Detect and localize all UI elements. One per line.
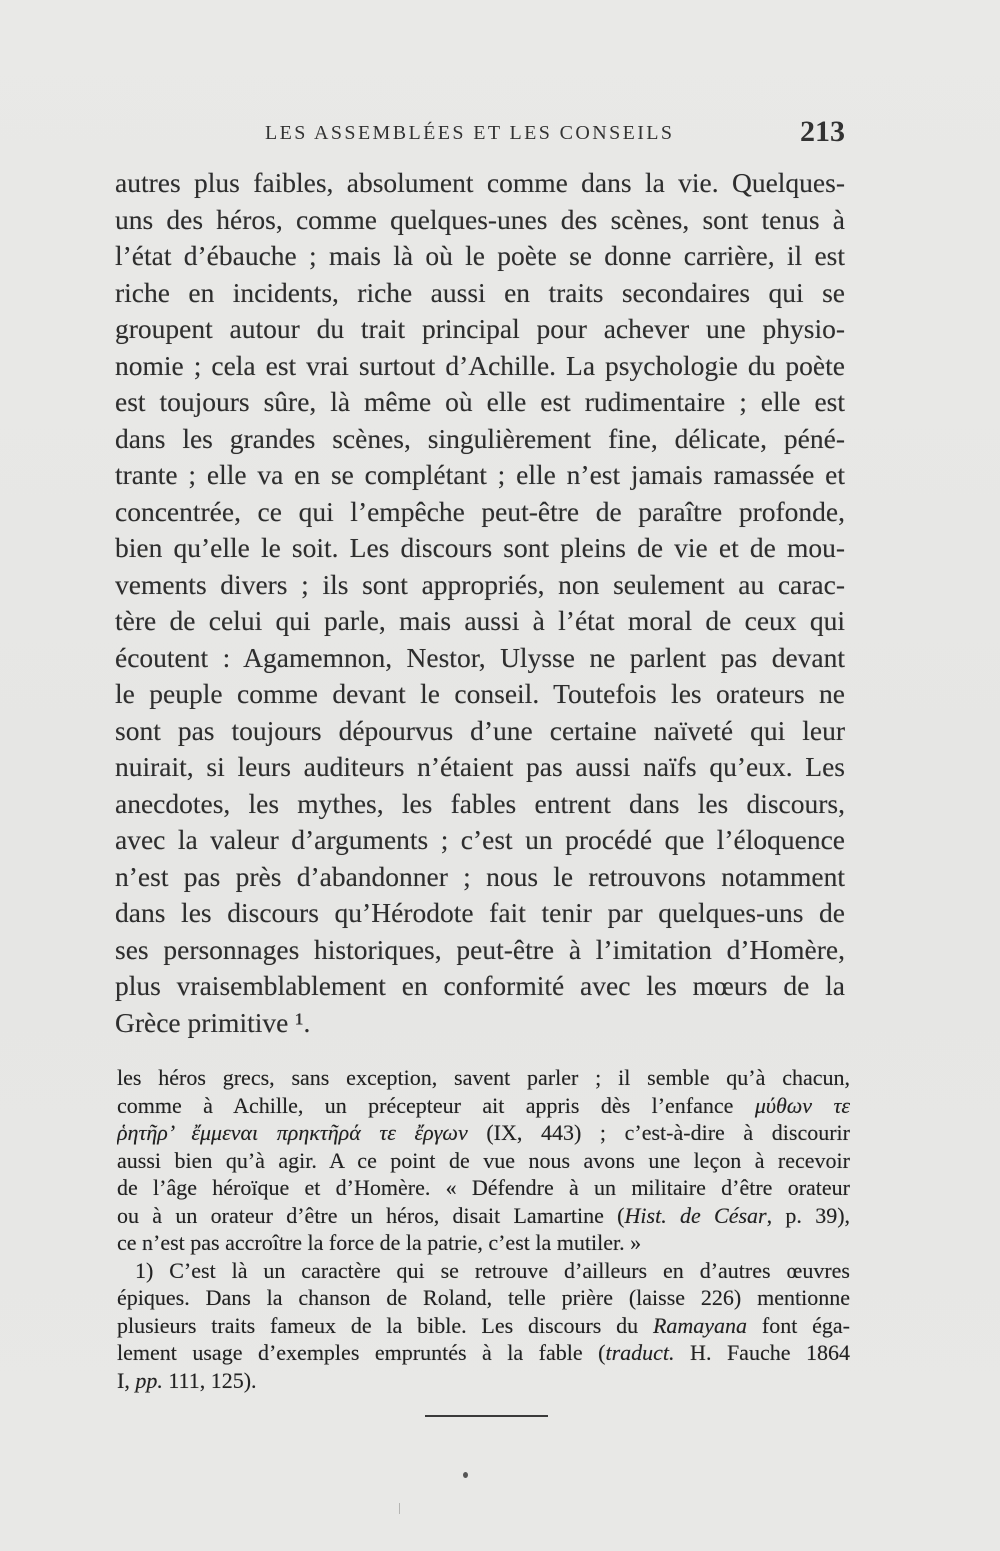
- body-line: nuirait, si leurs auditeurs n’étaient pas aussi naïfs qu’eux. Les: [115, 751, 845, 782]
- footnote-text: 111, 125).: [162, 1367, 257, 1393]
- footnote-line: [117, 1092, 850, 1120]
- body-line: écoutent : Agamemnon, Nestor, Ulysse ne parlent pas devant: [115, 641, 845, 673]
- footnote-line: 1) C’est là un caractère qui se retrouve d’ailleurs en d’autres œuvres: [135, 1257, 850, 1283]
- body-line: bien qu’elle le soit. Les discours sont pleins de vie et de mou-: [115, 532, 845, 563]
- footnote-line: [117, 1312, 850, 1340]
- ink-mark: [399, 1503, 400, 1514]
- body-line: uns des héros, comme quelques-unes des scènes, sont tenus à: [115, 203, 845, 235]
- footnote-text: plusieurs traits fameux de la bible. Les discours du: [117, 1312, 653, 1338]
- footnote-text: font éga-: [747, 1312, 850, 1338]
- body-line: dans les grandes scènes, singulièrement fine, délicate, péné-: [115, 422, 845, 454]
- footnote-line: ce n’est pas accroître la force de la patrie, c’est la mutiler. »: [117, 1230, 642, 1255]
- footnote-text: , p. 39),: [766, 1202, 850, 1228]
- body-line: l’état d’ébauche ; mais là où le poète se donne carrière, il est: [115, 240, 845, 271]
- footnote-line: [117, 1367, 850, 1395]
- footnote-italic: Ramayana: [652, 1312, 748, 1338]
- body-line: est toujours sûre, là même où elle est rudimentaire ; elle est: [115, 386, 845, 417]
- footnote-line: [117, 1339, 850, 1367]
- body-line: plus vraisemblablement en conformité avec les mœurs de la: [115, 970, 845, 1001]
- body-line: groupent autour du trait principal pour achever une physio-: [115, 313, 845, 344]
- footnote-continued: [117, 1064, 850, 1257]
- footnote-text: I,: [117, 1367, 136, 1393]
- body-line: nomie ; cela est vrai surtout d’Achille. La psychologie du poète: [115, 349, 845, 381]
- body-line: sont pas toujours dépourvus d’une certaine naïveté qui leur: [115, 714, 845, 746]
- body-line: tère de celui qui parle, mais aussi à l’état moral de ceux qui: [115, 605, 845, 636]
- body-line: Grèce primitive ¹.: [115, 1006, 311, 1038]
- footnote-italic: traduct.: [605, 1340, 675, 1365]
- footnote-1: [117, 1257, 850, 1395]
- footnote-line: [117, 1202, 850, 1230]
- greek-quote: ῥητῆρ’ ἔμμεναι πρηκτῆρά τε ἔργων: [117, 1120, 468, 1145]
- footnote-line: aussi bien qu’à agir. A ce point de vue nous avons une leçon à recevoir: [117, 1147, 850, 1173]
- body-line: n’est pas près d’abandonner ; nous le retrouvons notamment: [115, 860, 845, 892]
- footnote-line: épiques. Dans la chanson de Roland, telle prière (laisse 226) mentionne: [117, 1285, 850, 1310]
- body-line: riche en incidents, riche aussi en traits secondaires qui se: [115, 276, 845, 308]
- body-line: trante ; elle va en se complétant ; elle n’est jamais ramassée et: [115, 459, 845, 490]
- footnotes: [117, 1064, 850, 1394]
- footnote-text: H. Fauche 1864: [674, 1340, 850, 1365]
- ink-dot: [463, 1472, 468, 1478]
- body-line: concentrée, ce qui l’empêche peut-être de paraître profonde,: [115, 495, 845, 527]
- body-line: dans les discours qu’Hérodote fait tenir par quelques-uns de: [115, 897, 845, 928]
- body-line: vements divers ; ils sont appropriés, non seulement au carac-: [115, 568, 845, 600]
- body-line: le peuple comme devant le conseil. Toutefois les orateurs ne: [115, 678, 845, 709]
- footnote-text: (IX, 443) ; c’est-à-dire à discourir: [467, 1120, 850, 1145]
- body-paragraph: [115, 165, 845, 1041]
- body-line: ses personnages historiques, peut-être à l’imitation d’Homère,: [115, 933, 845, 965]
- footnote-line: les héros grecs, sans exception, savent parler ; il semble qu’à chacun,: [117, 1065, 850, 1090]
- end-rule: [425, 1415, 548, 1417]
- body-line: anecdotes, les mythes, les fables entrent dans les discours,: [115, 787, 845, 819]
- footnote-italic: Hist. de César: [624, 1202, 767, 1228]
- footnote-line: [117, 1119, 850, 1147]
- page-number: 213: [800, 115, 845, 148]
- footnote-text: ou à un orateur d’être un héros, disait Lamartine (: [117, 1202, 625, 1228]
- body-line: autres plus faibles, absolument comme dans la vie. Quelques-: [115, 167, 845, 198]
- footnote-text: comme à Achille, un précepteur ait appris dès l’enfance: [117, 1092, 755, 1118]
- footnote-italic: pp.: [135, 1367, 163, 1393]
- greek-quote: μύθων τε: [754, 1092, 850, 1118]
- running-title: LES ASSEMBLÉES ET LES CONSEILS: [265, 122, 675, 144]
- body-line: avec la valeur d’arguments ; c’est un procédé que l’éloquence: [115, 824, 845, 855]
- footnote-line: de l’âge héroïque et d’Homère. « Défendre à un militaire d’être orateur: [117, 1175, 850, 1200]
- footnote-text: lement usage d’exemples empruntés à la fable (: [117, 1340, 606, 1365]
